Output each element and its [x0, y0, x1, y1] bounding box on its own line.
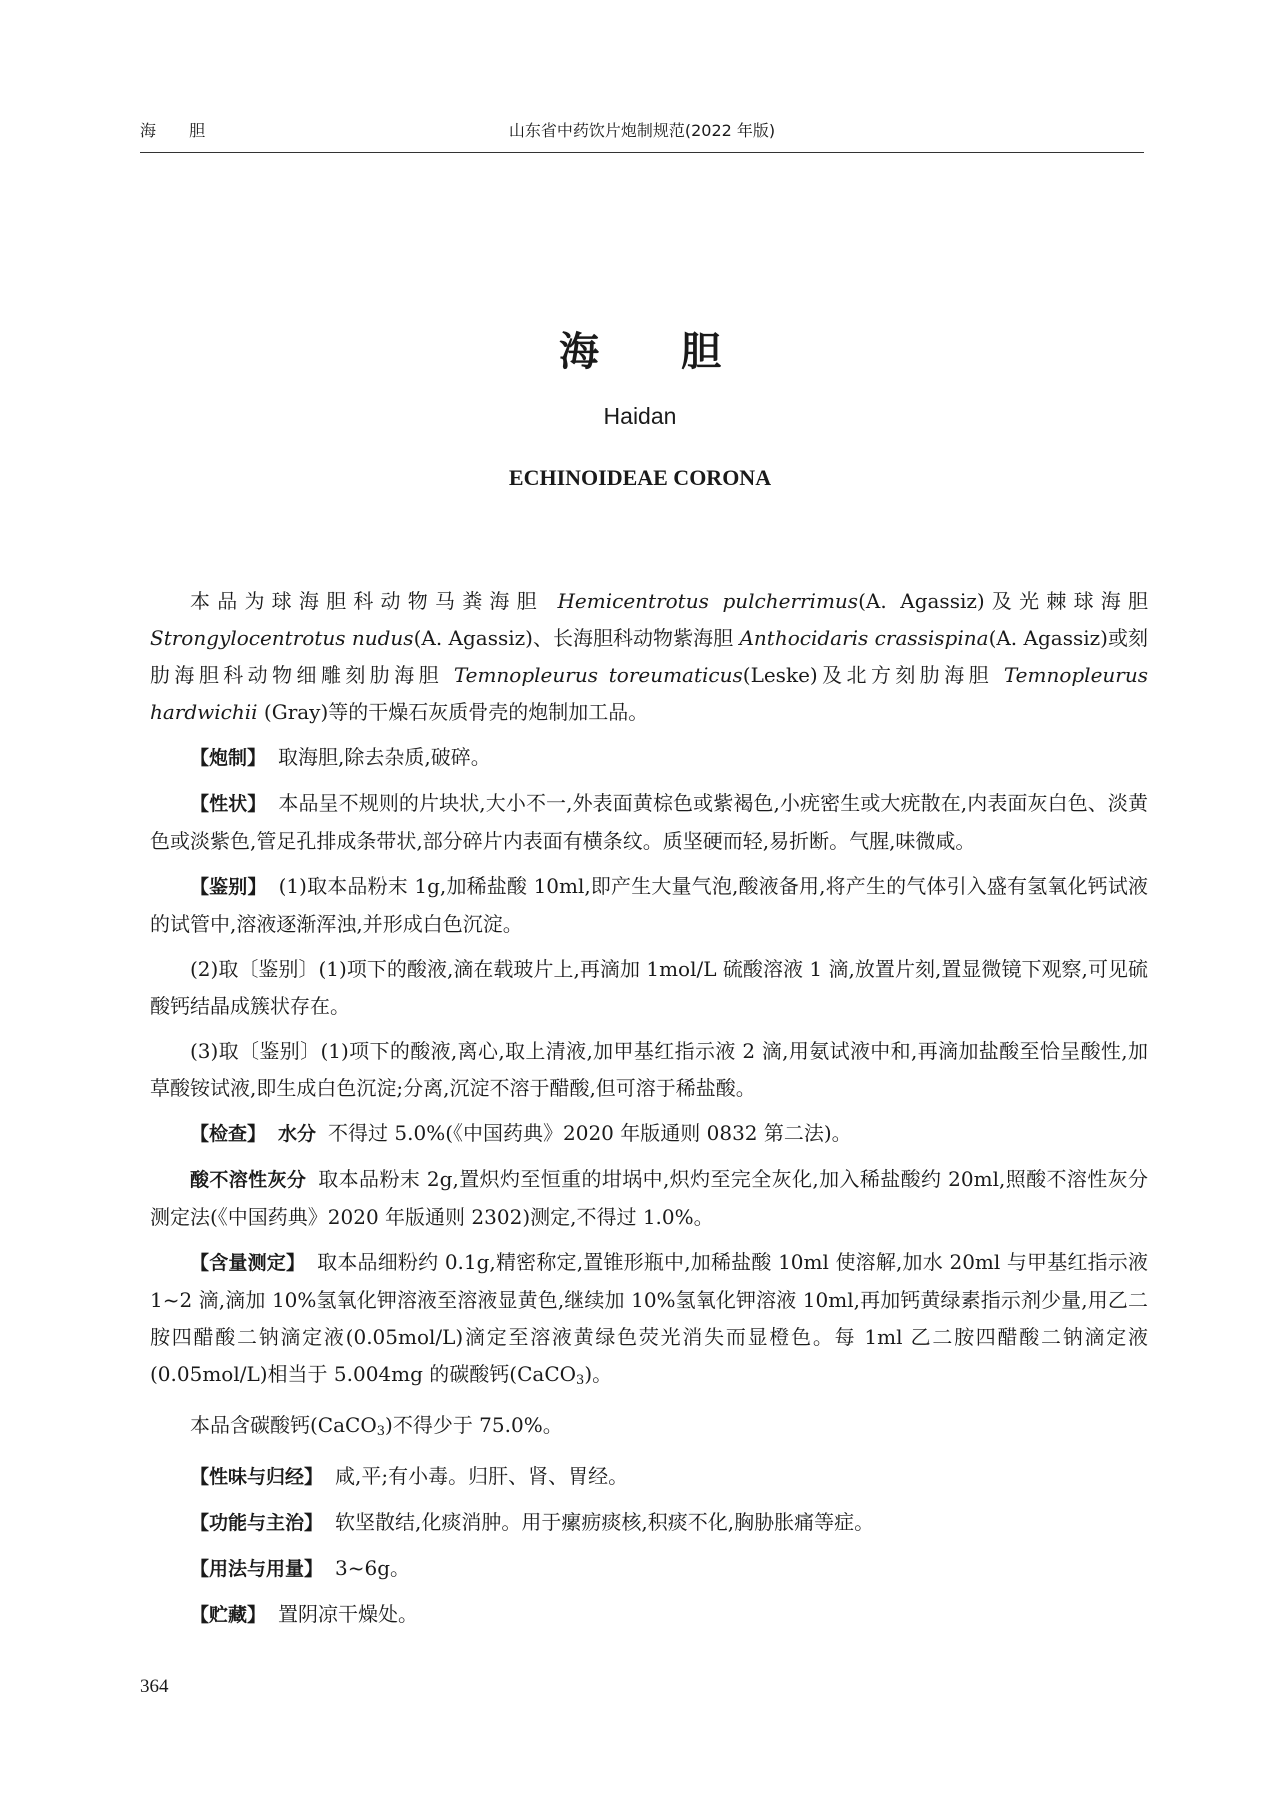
section-text: )不得少于 75.0%。: [385, 1413, 563, 1437]
section-paozhi: [150, 739, 1148, 777]
section-hanliang: [150, 1244, 1148, 1399]
section-label: 【贮藏】: [190, 1604, 267, 1626]
section-text: 软坚散结,化痰消肿。用于瘰疬痰核,积痰不化,胸胁胀痛等症。: [335, 1510, 875, 1534]
section-label: 【性状】: [190, 793, 267, 815]
section-yongfa: [150, 1550, 1148, 1588]
intro-text: (Leske)及北方刻肋海胆: [742, 663, 994, 687]
section-jiancha: [150, 1115, 1148, 1153]
section-label: 【含量测定】: [190, 1252, 306, 1274]
intro-text: (A. Agassiz)及光棘球海胆: [858, 589, 1149, 613]
latin-name: ECHINOIDEAE CORONA: [508, 465, 772, 490]
section-gongneng: [150, 1504, 1148, 1542]
section-text: )。: [584, 1362, 613, 1386]
section-text: 3~6g。: [335, 1556, 411, 1580]
jianbie-paragraph-3: [150, 1033, 1148, 1107]
section-text: 取本品细粉约 0.1g,精密称定,置锥形瓶中,加稀盐酸 10ml 使溶解,加水 20ml 与甲基红指示液 1~2 滴,滴加 10%氢氧化钾溶液至溶液显黄色,继续加 10%氢氧化钾溶液 10ml,再加钙黄绿素指示剂少量,用乙二胺四醋酸二钠滴定液(0.05mol/L)滴定至溶液黄绿色荧光消失而显橙色。每 1ml 乙二胺四醋酸二钠滴定液(0.05mol/L)相当于 5.004mg 的碳酸钙(CaCO: [150, 1250, 1148, 1386]
section-zhucang: [150, 1596, 1148, 1634]
intro-text: 本品为球海胆科动物马粪海胆: [190, 589, 544, 613]
subscript: 3: [376, 1424, 386, 1439]
sub-label-water: 水分: [278, 1123, 317, 1145]
page-title: 海 胆: [559, 329, 755, 375]
section-text: 取海胆,除去杂质,破碎。: [278, 745, 491, 769]
section-text: (2)取〔鉴别〕(1)项下的酸液,滴在载玻片上,再滴加 1mol/L 硫酸溶液 1 滴,放置片刻,置显微镜下观察,可见硫酸钙结晶成簇状存在。: [150, 957, 1148, 1018]
section-label: 【功能与主治】: [190, 1512, 324, 1534]
species-name: Temnopleurus hardwichii: [150, 663, 1148, 724]
species-name: Temnopleurus toreumaticus: [453, 663, 743, 687]
monograph-body: [150, 583, 1148, 1642]
section-label: 【用法与用量】: [190, 1558, 324, 1580]
intro-text: (A. Agassiz)、长海胆科动物紫海胆: [413, 626, 734, 650]
subscript: 3: [576, 1373, 585, 1388]
page-number: 364: [140, 1676, 169, 1697]
section-text: 置阴凉干燥处。: [278, 1602, 419, 1626]
section-xingzhuang: [150, 785, 1148, 860]
section-label: 【检查】: [190, 1123, 267, 1145]
header-book-title: 山东省中药饮片炮制规范(2022 年版): [508, 121, 776, 140]
intro-text: (A. Agassiz)或刻肋海胆科动物细雕刻肋海胆: [150, 626, 1148, 687]
section-label: 【炮制】: [190, 747, 267, 769]
section-jianbie: [150, 868, 1148, 943]
species-name: Anthocidaris crassispina: [739, 626, 989, 650]
intro-paragraph: [150, 583, 1148, 731]
section-text: 本品含碳酸钙(CaCO: [190, 1413, 377, 1437]
species-name: Strongylocentrotus nudus: [150, 626, 414, 650]
section-text: (1)取本品粉末 1g,加稀盐酸 10ml,即产生大量气泡,酸液备用,将产生的气体引入盛有氢氧化钙试液的试管中,溶液逐渐浑浊,并形成白色沉淀。: [150, 874, 1148, 936]
section-xingwei: [150, 1458, 1148, 1496]
species-name: Hemicentrotus pulcherrimus: [557, 589, 859, 613]
sub-label-ash: 酸不溶性灰分: [190, 1169, 307, 1191]
section-text: 取本品粉末 2g,置炽灼至恒重的坩埚中,炽灼至完全灰化,加入稀盐酸约 20ml,照酸不溶性灰分测定法(《中国药典》2020 年版通则 2302)测定,不得过 1.0%。: [150, 1167, 1148, 1229]
jianbie-paragraph-2: [150, 951, 1148, 1025]
hanliang-limit: [150, 1407, 1148, 1450]
section-label: 【性味与归经】: [190, 1466, 324, 1488]
section-label: 【鉴别】: [190, 876, 267, 898]
jiancha-ash: [150, 1161, 1148, 1236]
section-text: 不得过 5.0%(《中国药典》2020 年版通则 0832 第二法)。: [328, 1121, 852, 1145]
section-text: 咸,平;有小毒。归肝、肾、胃经。: [335, 1464, 629, 1488]
section-text: 本品呈不规则的片块状,大小不一,外表面黄棕色或紫褐色,小疣密生或大疣散在,内表面灰白色、淡黄色或淡紫色,管足孔排成条带状,部分碎片内表面有横条纹。质坚硬而轻,易折断。气腥,味微咸。: [150, 791, 1148, 853]
intro-text: (Gray)等的干燥石灰质骨壳的炮制加工品。: [263, 700, 649, 724]
pinyin-name: Haidan: [603, 403, 677, 429]
running-header: [140, 112, 1144, 153]
header-section-name: 海 胆: [140, 121, 220, 140]
section-text: (3)取〔鉴别〕(1)项下的酸液,离心,取上清液,加甲基红指示液 2 滴,用氨试液中和,再滴加盐酸至恰呈酸性,加草酸铵试液,即生成白色沉淀;分离,沉淀不溶于醋酸,但可溶于稀盐酸。: [150, 1039, 1148, 1100]
